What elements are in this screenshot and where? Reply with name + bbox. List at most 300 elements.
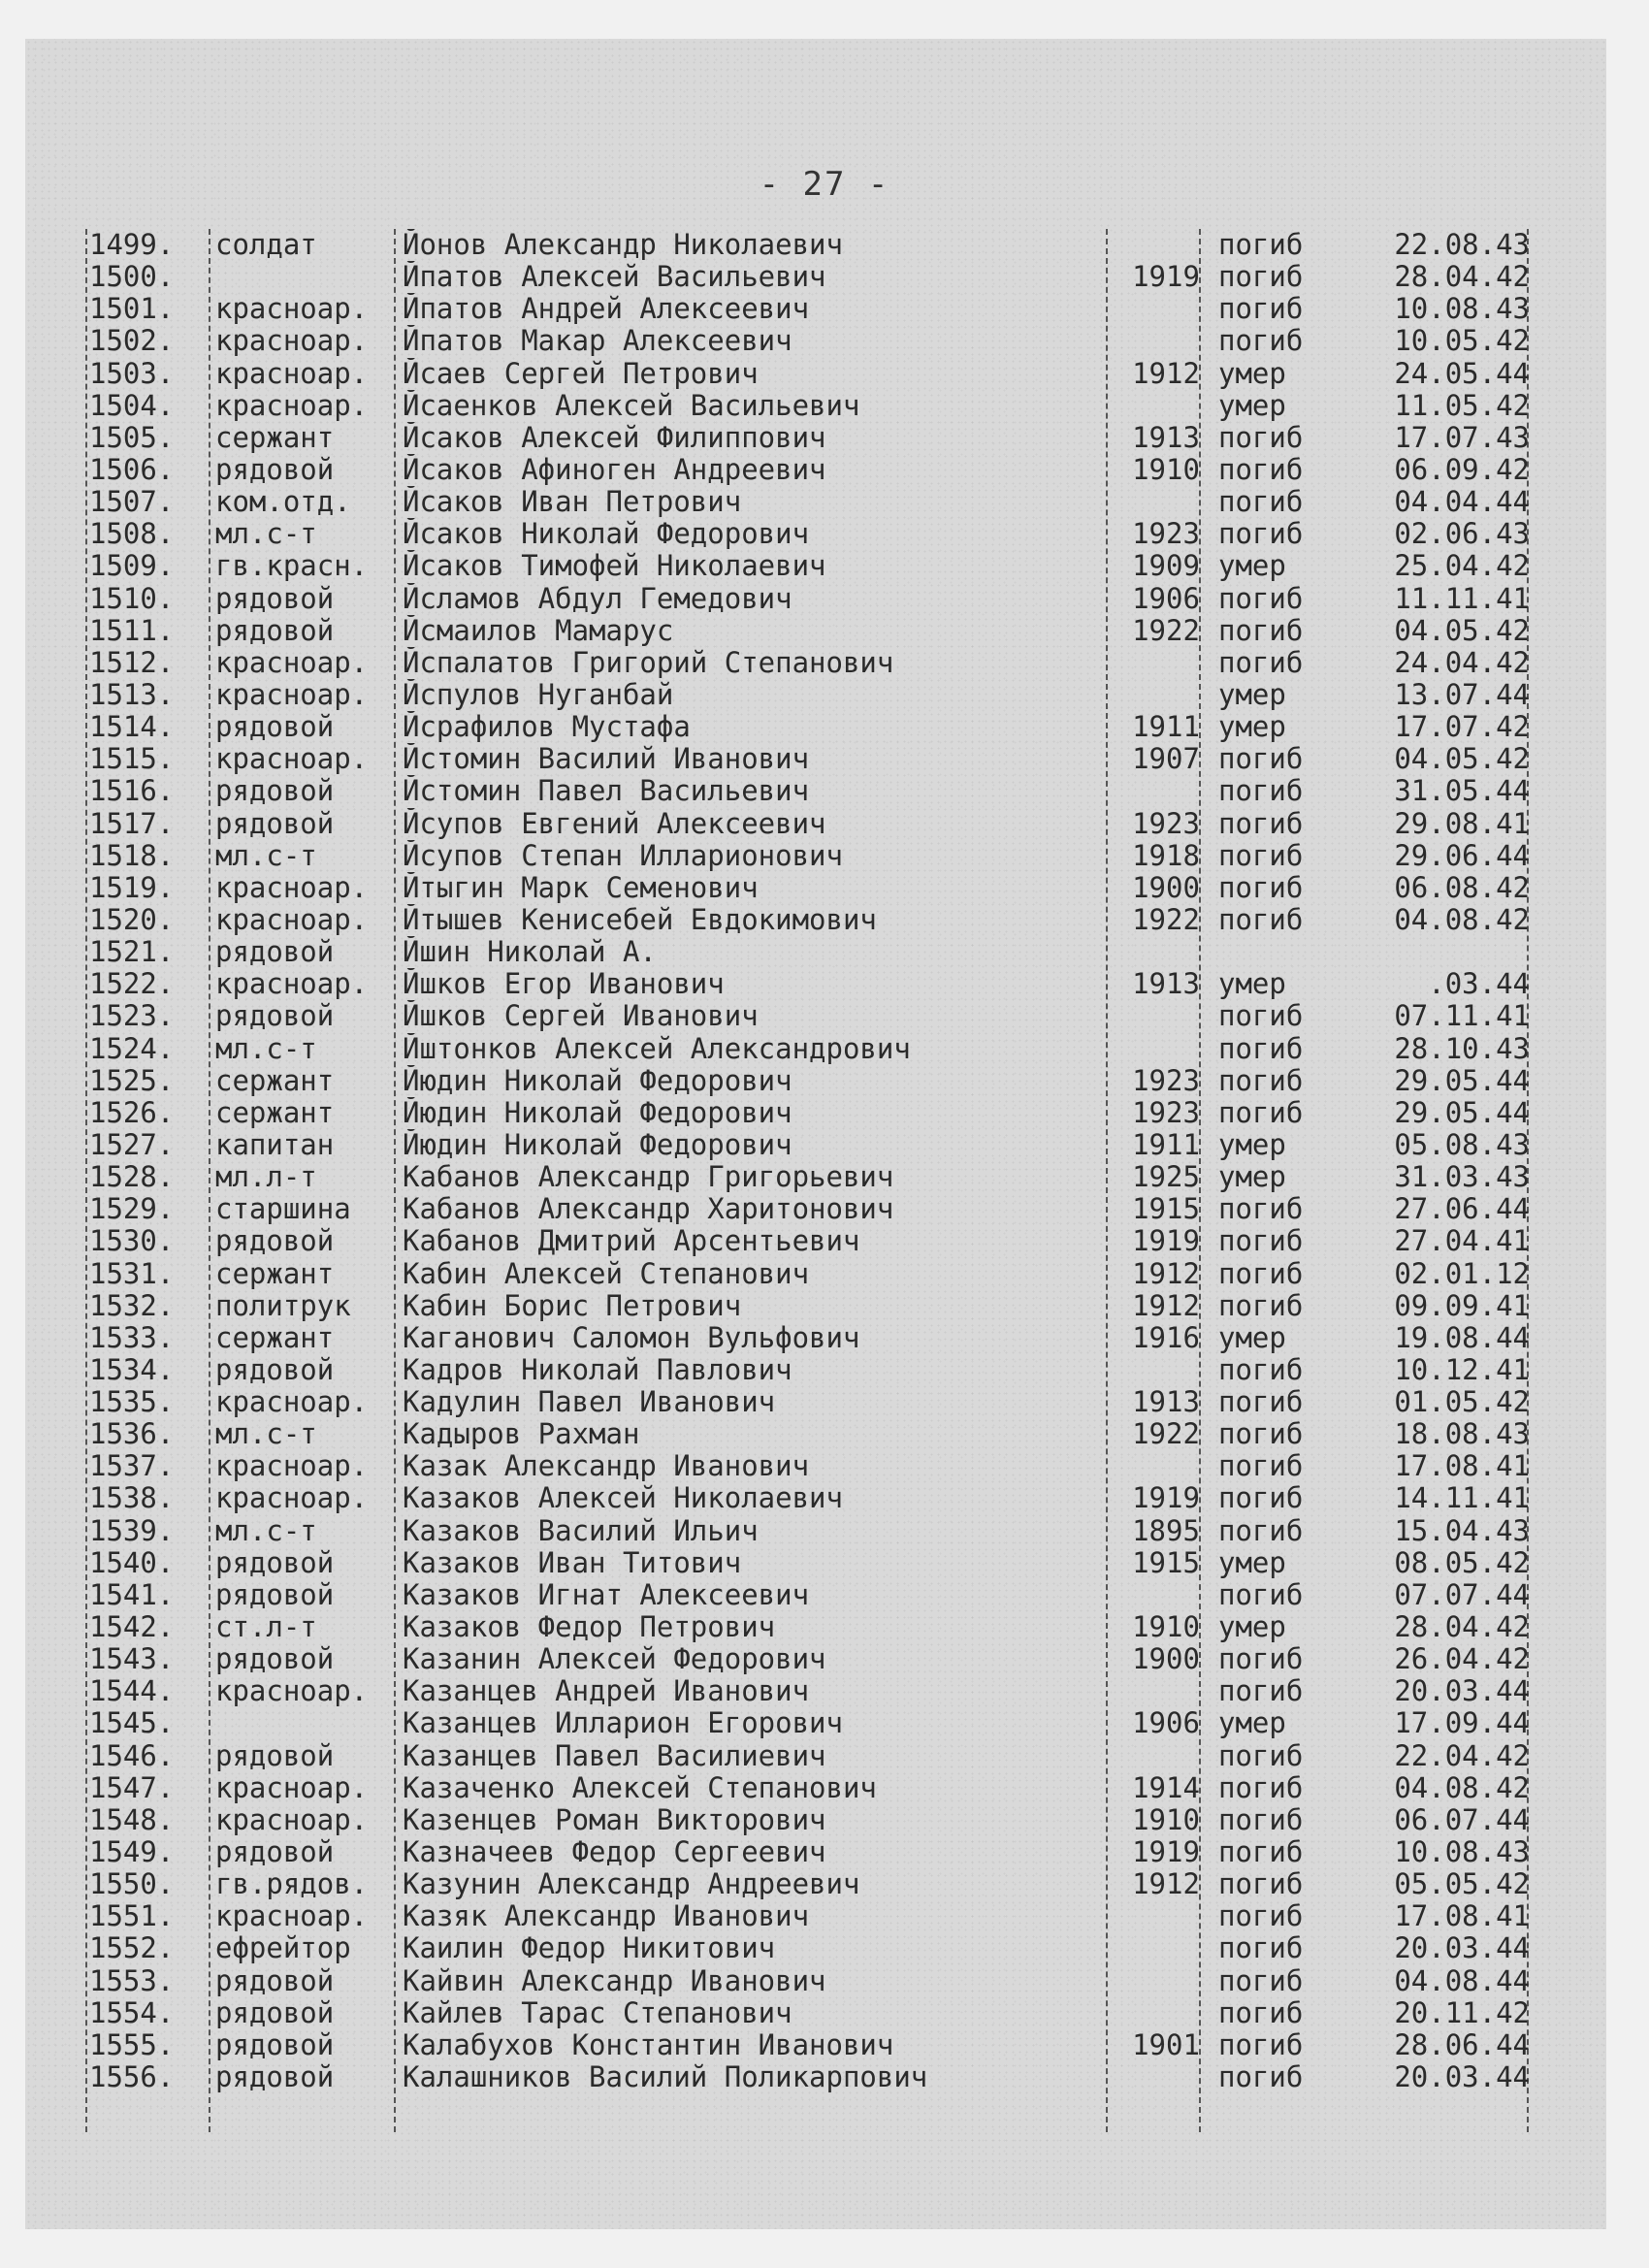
table-row xyxy=(89,422,1540,454)
entry-status: умер xyxy=(1218,1546,1286,1579)
entry-number: 1532. xyxy=(89,1289,175,1322)
entry-status: погиб xyxy=(1218,261,1304,294)
entry-name: Кабин Борис Петрович xyxy=(403,1289,742,1322)
entry-rank: рядовой xyxy=(215,1353,335,1386)
entry-name: Йсаков Афиноген Андреевич xyxy=(403,453,826,486)
entry-name: Йюдин Николай Федорович xyxy=(403,1128,792,1161)
entry-status: умер xyxy=(1218,357,1286,390)
table-row xyxy=(89,293,1540,325)
table-row xyxy=(89,486,1540,518)
entry-number: 1511. xyxy=(89,614,175,647)
table-row xyxy=(89,1418,1540,1450)
entry-status: умер xyxy=(1218,1321,1286,1354)
entry-date: 05.08.43 xyxy=(1394,1128,1530,1161)
entry-birth-year: 1906 xyxy=(1132,1707,1200,1740)
entry-status: погиб xyxy=(1218,614,1304,647)
table-row xyxy=(89,872,1540,904)
entry-status: погиб xyxy=(1218,871,1304,904)
table-row xyxy=(89,1225,1540,1257)
entry-number: 1501. xyxy=(89,293,175,326)
entry-status: погиб xyxy=(1218,807,1304,840)
table-row xyxy=(89,550,1540,582)
entry-date: 29.05.44 xyxy=(1394,1096,1530,1129)
entry-date: 02.06.43 xyxy=(1394,518,1530,551)
entry-rank: красноар. xyxy=(215,968,369,1001)
entry-birth-year: 1901 xyxy=(1132,2028,1200,2061)
entry-birth-year: 1923 xyxy=(1132,1096,1200,1129)
table-row xyxy=(89,743,1540,775)
entry-number: 1555. xyxy=(89,2028,175,2061)
entry-birth-year: 1910 xyxy=(1132,1611,1200,1644)
entry-rank: старшина xyxy=(215,1193,351,1226)
entry-number: 1517. xyxy=(89,807,175,840)
entry-birth-year: 1923 xyxy=(1132,807,1200,840)
table-row xyxy=(89,2029,1540,2061)
entry-status: погиб xyxy=(1218,646,1304,679)
entry-number: 1520. xyxy=(89,903,175,936)
entry-date: 29.05.44 xyxy=(1394,1064,1530,1097)
entry-date: 27.06.44 xyxy=(1394,1193,1530,1226)
entry-number: 1548. xyxy=(89,1803,175,1836)
entry-name: Калабухов Константин Иванович xyxy=(403,2028,894,2061)
entry-date: 04.05.42 xyxy=(1394,743,1530,776)
entry-rank: мл.с-т xyxy=(215,839,317,872)
entry-name: Йсупов Евгений Алексеевич xyxy=(403,807,826,840)
entry-number: 1527. xyxy=(89,1128,175,1161)
entry-number: 1544. xyxy=(89,1675,175,1708)
entry-rank: мл.л-т xyxy=(215,1161,317,1194)
entry-birth-year: 1918 xyxy=(1132,839,1200,872)
entry-name: Казаков Игнат Алексеевич xyxy=(403,1578,810,1611)
table-row xyxy=(89,1772,1540,1804)
entry-number: 1522. xyxy=(89,968,175,1001)
entry-rank: рядовой xyxy=(215,1836,335,1869)
entry-name: Йюдин Николай Федорович xyxy=(403,1064,792,1097)
table-row xyxy=(89,1386,1540,1418)
entry-date: 17.07.42 xyxy=(1394,711,1530,744)
entry-name: Йсрафилов Мустафа xyxy=(403,711,691,744)
table-row xyxy=(89,1900,1540,1932)
entry-rank: красноар. xyxy=(215,678,369,711)
entry-status: погиб xyxy=(1218,1675,1304,1708)
entry-status: погиб xyxy=(1218,518,1304,551)
entry-date: 06.08.42 xyxy=(1394,871,1530,904)
entry-name: Казаченко Алексей Степанович xyxy=(403,1771,877,1804)
entry-birth-year: 1907 xyxy=(1132,743,1200,776)
entry-rank: рядовой xyxy=(215,2061,335,2094)
entry-name: Йпатов Макар Алексеевич xyxy=(403,325,792,358)
entry-number: 1503. xyxy=(89,357,175,390)
entry-name: Казанцев Андрей Иванович xyxy=(403,1675,810,1708)
entry-number: 1515. xyxy=(89,743,175,776)
entry-number: 1508. xyxy=(89,518,175,551)
entry-birth-year: 1916 xyxy=(1132,1321,1200,1354)
entry-number: 1513. xyxy=(89,678,175,711)
entry-birth-year: 1910 xyxy=(1132,1803,1200,1836)
table-row xyxy=(89,711,1540,743)
entry-rank: рядовой xyxy=(215,614,335,647)
entry-name: Йсаев Сергей Петрович xyxy=(403,357,759,390)
entry-name: Казаков Василий Ильич xyxy=(403,1514,759,1547)
table-row xyxy=(89,1450,1540,1482)
entry-status: погиб xyxy=(1218,1964,1304,1997)
entry-status: погиб xyxy=(1218,453,1304,486)
table-row xyxy=(89,1161,1540,1193)
entry-birth-year: 1919 xyxy=(1132,1482,1200,1515)
entry-name: Кайлев Тарас Степанович xyxy=(403,1996,792,2029)
table-row xyxy=(89,840,1540,872)
entry-number: 1538. xyxy=(89,1482,175,1515)
entry-rank: рядовой xyxy=(215,1643,335,1676)
entry-date: 04.08.44 xyxy=(1394,1964,1530,1997)
entry-name: Йсаков Алексей Филиппович xyxy=(403,421,826,454)
entry-rank: красноар. xyxy=(215,357,369,390)
entry-rank: красноар. xyxy=(215,1803,369,1836)
entry-status: умер xyxy=(1218,1611,1286,1644)
entry-date: 04.08.42 xyxy=(1394,1771,1530,1804)
entry-name: Казенцев Роман Викторович xyxy=(403,1803,826,1836)
entry-rank: сержант xyxy=(215,421,335,454)
entry-rank: рядовой xyxy=(215,1225,335,1258)
entry-status: погиб xyxy=(1218,903,1304,936)
entry-name: Йюдин Николай Федорович xyxy=(403,1096,792,1129)
entry-rank: гв.рядов. xyxy=(215,1868,369,1901)
entry-name: Кадров Николай Павлович xyxy=(403,1353,792,1386)
entry-date: 06.07.44 xyxy=(1394,1803,1530,1836)
table-row xyxy=(89,1065,1540,1097)
table-row xyxy=(89,1129,1540,1161)
entry-date: 02.01.12 xyxy=(1394,1257,1530,1290)
entry-date: 28.04.42 xyxy=(1394,261,1530,294)
entry-name: Йтыгин Марк Семенович xyxy=(403,871,759,904)
table-row xyxy=(89,1515,1540,1547)
entry-name: Казанин Алексей Федорович xyxy=(403,1643,826,1676)
table-row xyxy=(89,1804,1540,1836)
entry-name: Йсупов Степан Илларионович xyxy=(403,839,843,872)
table-row xyxy=(89,1707,1540,1739)
entry-status: погиб xyxy=(1218,1836,1304,1869)
entry-date: 26.04.42 xyxy=(1394,1643,1530,1676)
entry-name: Йпатов Алексей Васильевич xyxy=(403,261,826,294)
table-row xyxy=(89,518,1540,550)
entry-status: погиб xyxy=(1218,1514,1304,1547)
table-row xyxy=(89,1547,1540,1579)
entry-date: 14.11.41 xyxy=(1394,1482,1530,1515)
entry-number: 1546. xyxy=(89,1739,175,1772)
entry-name: Казаков Алексей Николаевич xyxy=(403,1482,843,1515)
entry-name: Казаков Иван Титович xyxy=(403,1546,742,1579)
entry-name: Кабанов Дмитрий Арсентьевич xyxy=(403,1225,860,1258)
entry-status: погиб xyxy=(1218,1418,1304,1451)
entry-number: 1535. xyxy=(89,1386,175,1419)
entry-birth-year: 1914 xyxy=(1132,1771,1200,1804)
entry-name: Йонов Александр Николаевич xyxy=(403,229,843,261)
entry-birth-year: 1900 xyxy=(1132,1643,1200,1676)
entry-status: погиб xyxy=(1218,1032,1304,1065)
entry-birth-year: 1919 xyxy=(1132,1836,1200,1869)
entry-status: умер xyxy=(1218,968,1286,1001)
entry-date: .03.44 xyxy=(1428,968,1530,1001)
entry-number: 1547. xyxy=(89,1771,175,1804)
entry-date: 05.05.42 xyxy=(1394,1868,1530,1901)
entry-date: 28.04.42 xyxy=(1394,1611,1530,1644)
table-row xyxy=(89,1290,1540,1322)
entry-date: 11.11.41 xyxy=(1394,582,1530,615)
entry-status: погиб xyxy=(1218,293,1304,326)
entry-status: умер xyxy=(1218,1128,1286,1161)
entry-birth-year: 1923 xyxy=(1132,1064,1200,1097)
entry-number: 1510. xyxy=(89,582,175,615)
entry-number: 1509. xyxy=(89,550,175,583)
entry-status: умер xyxy=(1218,678,1286,711)
entry-status: погиб xyxy=(1218,1932,1304,1965)
entry-number: 1526. xyxy=(89,1096,175,1129)
entry-status: погиб xyxy=(1218,1578,1304,1611)
entry-number: 1556. xyxy=(89,2061,175,2094)
entry-name: Казаков Федор Петрович xyxy=(403,1611,776,1644)
entry-rank: красноар. xyxy=(215,1900,369,1933)
entry-birth-year: 1912 xyxy=(1132,1868,1200,1901)
entry-rank: мл.с-т xyxy=(215,1514,317,1547)
table-row xyxy=(89,1354,1540,1386)
entry-name: Йсмаилов Мамарус xyxy=(403,614,674,647)
entry-birth-year: 1919 xyxy=(1132,261,1200,294)
entry-rank: капитан xyxy=(215,1128,335,1161)
entry-rank: гв.красн. xyxy=(215,550,369,583)
entry-status: погиб xyxy=(1218,1193,1304,1226)
entry-date: 17.08.41 xyxy=(1394,1900,1530,1933)
entry-number: 1499. xyxy=(89,229,175,261)
entry-number: 1536. xyxy=(89,1418,175,1451)
table-row xyxy=(89,1193,1540,1225)
entry-status: погиб xyxy=(1218,325,1304,358)
entry-date: 04.05.42 xyxy=(1394,614,1530,647)
entry-name: Йсламов Абдул Гемедович xyxy=(403,582,792,615)
entry-rank: рядовой xyxy=(215,711,335,744)
entry-rank: красноар. xyxy=(215,1386,369,1419)
entry-rank: рядовой xyxy=(215,775,335,808)
entry-rank: красноар. xyxy=(215,1482,369,1515)
entry-status: погиб xyxy=(1218,1225,1304,1258)
entry-rank: рядовой xyxy=(215,1964,335,1997)
entry-birth-year: 1911 xyxy=(1132,1128,1200,1161)
entry-date: 18.08.43 xyxy=(1394,1418,1530,1451)
entry-name: Йсаков Тимофей Николаевич xyxy=(403,550,826,583)
entry-status: погиб xyxy=(1218,2061,1304,2094)
column-divider xyxy=(85,229,87,2132)
entry-number: 1552. xyxy=(89,1932,175,1965)
table-row xyxy=(89,1932,1540,1964)
entry-rank: красноар. xyxy=(215,871,369,904)
entry-number: 1505. xyxy=(89,421,175,454)
entry-date: 20.03.44 xyxy=(1394,1932,1530,1965)
entry-name: Казяк Александр Иванович xyxy=(403,1900,810,1933)
entry-date: 29.06.44 xyxy=(1394,839,1530,872)
entry-rank: мл.с-т xyxy=(215,1032,317,1065)
entry-birth-year: 1913 xyxy=(1132,421,1200,454)
entry-number: 1514. xyxy=(89,711,175,744)
entry-number: 1519. xyxy=(89,871,175,904)
table-row xyxy=(89,1322,1540,1354)
table-row xyxy=(89,904,1540,936)
entry-name: Йшков Сергей Иванович xyxy=(403,1000,759,1033)
entry-number: 1554. xyxy=(89,1996,175,2029)
entry-rank: сержант xyxy=(215,1064,335,1097)
entry-date: 04.04.44 xyxy=(1394,486,1530,519)
entry-date: 13.07.44 xyxy=(1394,678,1530,711)
entry-birth-year: 1922 xyxy=(1132,614,1200,647)
entry-status: умер xyxy=(1218,711,1286,744)
entry-number: 1545. xyxy=(89,1707,175,1740)
table-row xyxy=(89,358,1540,390)
entry-status: умер xyxy=(1218,1161,1286,1194)
entry-rank: сержант xyxy=(215,1257,335,1290)
entry-birth-year: 1910 xyxy=(1132,453,1200,486)
entry-status: умер xyxy=(1218,550,1286,583)
entry-status: погиб xyxy=(1218,1450,1304,1483)
entry-date: 08.05.42 xyxy=(1394,1546,1530,1579)
entry-rank: сержант xyxy=(215,1096,335,1129)
table-row xyxy=(89,454,1540,486)
entry-rank: красноар. xyxy=(215,325,369,358)
entry-number: 1539. xyxy=(89,1514,175,1547)
entry-number: 1521. xyxy=(89,936,175,969)
table-row xyxy=(89,1836,1540,1868)
entry-number: 1542. xyxy=(89,1611,175,1644)
entry-date: 17.09.44 xyxy=(1394,1707,1530,1740)
table-row xyxy=(89,229,1540,261)
entry-rank: красноар. xyxy=(215,903,369,936)
entry-rank: красноар. xyxy=(215,389,369,422)
entry-date: 09.09.41 xyxy=(1394,1289,1530,1322)
entry-date: 19.08.44 xyxy=(1394,1321,1530,1354)
table-row xyxy=(89,1579,1540,1611)
table-row xyxy=(89,583,1540,615)
entry-name: Казанцев Илларион Егорович xyxy=(403,1707,843,1740)
entry-birth-year: 1909 xyxy=(1132,550,1200,583)
entry-status: погиб xyxy=(1218,1353,1304,1386)
entry-date: 28.10.43 xyxy=(1394,1032,1530,1065)
entry-birth-year: 1915 xyxy=(1132,1193,1200,1226)
entry-number: 1525. xyxy=(89,1064,175,1097)
entry-name: Йтышев Кенисебей Евдокимович xyxy=(403,903,877,936)
entry-number: 1502. xyxy=(89,325,175,358)
entry-name: Кабин Алексей Степанович xyxy=(403,1257,810,1290)
table-row xyxy=(89,1643,1540,1675)
table-row xyxy=(89,808,1540,840)
entry-birth-year: 1913 xyxy=(1132,1386,1200,1419)
entry-rank: рядовой xyxy=(215,1996,335,2029)
entry-rank: сержант xyxy=(215,1321,335,1354)
entry-name: Йшков Егор Иванович xyxy=(403,968,725,1001)
entry-name: Кадыров Рахман xyxy=(403,1418,640,1451)
entry-rank: красноар. xyxy=(215,1675,369,1708)
table-row xyxy=(89,1482,1540,1514)
entry-rank: рядовой xyxy=(215,1000,335,1033)
entry-name: Йсаков Иван Петрович xyxy=(403,486,742,519)
table-row xyxy=(89,325,1540,357)
entry-rank: рядовой xyxy=(215,2028,335,2061)
entry-name: Йспулов Нуганбай xyxy=(403,678,674,711)
entry-number: 1504. xyxy=(89,389,175,422)
entry-number: 1518. xyxy=(89,839,175,872)
page-number: - 27 - xyxy=(759,165,890,204)
entry-name: Калашников Василий Поликарпович xyxy=(403,2061,928,2094)
entry-status: погиб xyxy=(1218,1803,1304,1836)
entry-number: 1537. xyxy=(89,1450,175,1483)
entry-status: погиб xyxy=(1218,229,1304,261)
entry-number: 1551. xyxy=(89,1900,175,1933)
entry-rank: рядовой xyxy=(215,1546,335,1579)
entry-status: умер xyxy=(1218,1707,1286,1740)
entry-number: 1540. xyxy=(89,1546,175,1579)
entry-status: погиб xyxy=(1218,839,1304,872)
entry-number: 1531. xyxy=(89,1257,175,1290)
entry-rank: красноар. xyxy=(215,743,369,776)
entry-date: 20.03.44 xyxy=(1394,1675,1530,1708)
entry-name: Йпатов Андрей Алексеевич xyxy=(403,293,810,326)
entry-number: 1543. xyxy=(89,1643,175,1676)
entry-name: Йсаенков Алексей Васильевич xyxy=(403,389,860,422)
entry-number: 1507. xyxy=(89,486,175,519)
entry-date: 07.11.41 xyxy=(1394,1000,1530,1033)
entry-status: погиб xyxy=(1218,421,1304,454)
entry-date: 10.12.41 xyxy=(1394,1353,1530,1386)
entry-birth-year: 1925 xyxy=(1132,1161,1200,1194)
entry-number: 1549. xyxy=(89,1836,175,1869)
entry-number: 1512. xyxy=(89,646,175,679)
entry-rank: мл.с-т xyxy=(215,518,317,551)
entry-status: погиб xyxy=(1218,1482,1304,1515)
entry-date: 15.04.43 xyxy=(1394,1514,1530,1547)
entry-name: Йстомин Василий Иванович xyxy=(403,743,810,776)
entry-date: 11.05.42 xyxy=(1394,389,1530,422)
table-row xyxy=(89,1965,1540,1997)
entry-date: 24.05.44 xyxy=(1394,357,1530,390)
entry-status: погиб xyxy=(1218,775,1304,808)
entry-rank: политрук xyxy=(215,1289,351,1322)
entry-rank: красноар. xyxy=(215,1771,369,1804)
entry-number: 1530. xyxy=(89,1225,175,1258)
entry-number: 1500. xyxy=(89,261,175,294)
entry-rank: рядовой xyxy=(215,1739,335,1772)
entry-date: 17.07.43 xyxy=(1394,421,1530,454)
entry-name: Казунин Александр Андреевич xyxy=(403,1868,860,1901)
entry-status: погиб xyxy=(1218,1386,1304,1419)
table-row xyxy=(89,390,1540,422)
entry-rank: рядовой xyxy=(215,582,335,615)
entry-name: Кадулин Павел Иванович xyxy=(403,1386,776,1419)
table-row xyxy=(89,1740,1540,1772)
entry-birth-year: 1912 xyxy=(1132,1257,1200,1290)
entry-birth-year: 1915 xyxy=(1132,1546,1200,1579)
entry-rank: ком.отд. xyxy=(215,486,351,519)
table-row xyxy=(89,1258,1540,1290)
entry-name: Казначеев Федор Сергеевич xyxy=(403,1836,826,1869)
entry-status: погиб xyxy=(1218,2028,1304,2061)
table-row xyxy=(89,1000,1540,1032)
entry-rank: красноар. xyxy=(215,293,369,326)
entry-birth-year: 1906 xyxy=(1132,582,1200,615)
entry-date: 27.04.41 xyxy=(1394,1225,1530,1258)
entry-name: Йшин Николай А. xyxy=(403,936,657,969)
entry-number: 1523. xyxy=(89,1000,175,1033)
entry-date: 24.04.42 xyxy=(1394,646,1530,679)
entry-date: 31.05.44 xyxy=(1394,775,1530,808)
entry-date: 22.08.43 xyxy=(1394,229,1530,261)
entry-name: Йштонков Алексей Александрович xyxy=(403,1032,911,1065)
entry-status: погиб xyxy=(1218,1643,1304,1676)
